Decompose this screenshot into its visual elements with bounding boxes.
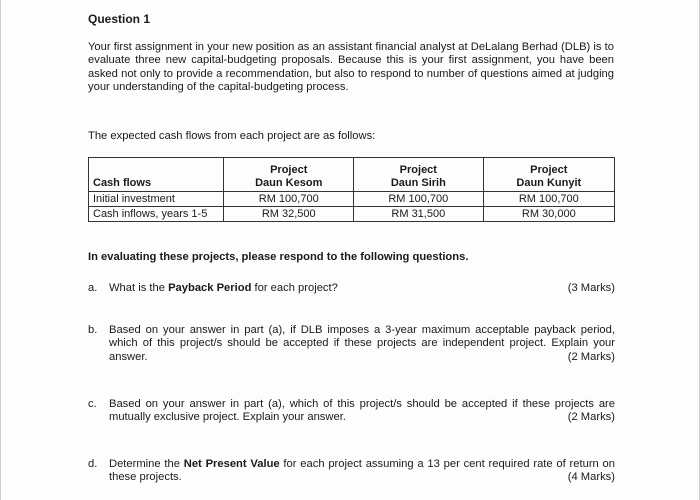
header-project-daun-kesom [224, 158, 354, 192]
table-cell: RM 31,500 [354, 207, 484, 222]
project-name: Daun Kunyit [516, 177, 582, 189]
header-project-daun-sirih [354, 158, 484, 192]
row-label: Cash inflows, years 1-5 [89, 207, 224, 222]
question-text-end: for each project? [251, 282, 338, 294]
question-letter: a. [88, 282, 98, 294]
question-letter: b. [88, 324, 98, 336]
question-text: Based on your answer in part (a), if DLB imposes a 3-year maximum acceptable payback period, which of this project/s should be accepted if these projects are independent project. Explain your answer. [109, 324, 615, 363]
project-label: Project [399, 164, 437, 176]
table-cell: RM 100,700 [224, 192, 354, 207]
question-marks: (2 Marks) [567, 350, 615, 363]
question-text-start: Determine the [109, 458, 184, 470]
row-label: Initial investment [89, 192, 224, 207]
question-letter: d. [88, 458, 98, 470]
question-marks: (3 Marks) [567, 282, 615, 294]
question-text: Based on your answer in part (a), which of this project/s should be accepted if these projects are mutually exclusive project. Explain your answer. [109, 398, 615, 424]
table-cell: RM 30,000 [483, 207, 614, 222]
questions-heading: In evaluating these projects, please respond to the following questions. [88, 251, 469, 263]
table-row-cash-inflows [89, 207, 615, 222]
header-project-daun-kunyit [483, 158, 614, 192]
header-cash-flows: Cash flows [89, 158, 224, 192]
question-b [88, 324, 615, 364]
question-marks: (4 Marks) [567, 471, 615, 484]
question-marks: (2 Marks) [567, 411, 615, 424]
question-text-start: What is the [109, 282, 169, 294]
question-text-bold: Payback Period [168, 282, 252, 294]
table-cell: RM 100,700 [483, 192, 614, 207]
project-name: Daun Sirih [390, 177, 446, 189]
project-label: Project [270, 164, 308, 176]
intro-paragraph: Your first assignment in your new position as an assistant financial analyst at DeLalang Berhad (DLB) is to evaluate three new capital-budgeting proposals. Because this is your first assignment, you have been asked not only to provide a recommendation, but also to respond to number of questions aimed at judging your understanding of the capital-budgeting process. [88, 41, 614, 94]
table-cell: RM 100,700 [354, 192, 484, 207]
project-label: Project [530, 164, 568, 176]
project-name: Daun Kesom [255, 177, 323, 189]
table-lead-text: The expected cash flows from each project are as follows: [88, 130, 376, 142]
table-cell: RM 32,500 [224, 207, 354, 222]
table-header-row [89, 158, 615, 192]
question-c [88, 398, 615, 425]
table-row-initial-investment [89, 192, 615, 207]
question-title: Question 1 [88, 12, 151, 26]
question-d [88, 458, 615, 485]
question-a [88, 282, 615, 295]
cash-flow-table [88, 157, 615, 222]
question-text-bold: Net Present Value [183, 458, 280, 470]
question-text-end: for each project assuming a 13 per cent required rate of return on these projects. [109, 458, 616, 484]
question-letter: c. [88, 398, 97, 410]
